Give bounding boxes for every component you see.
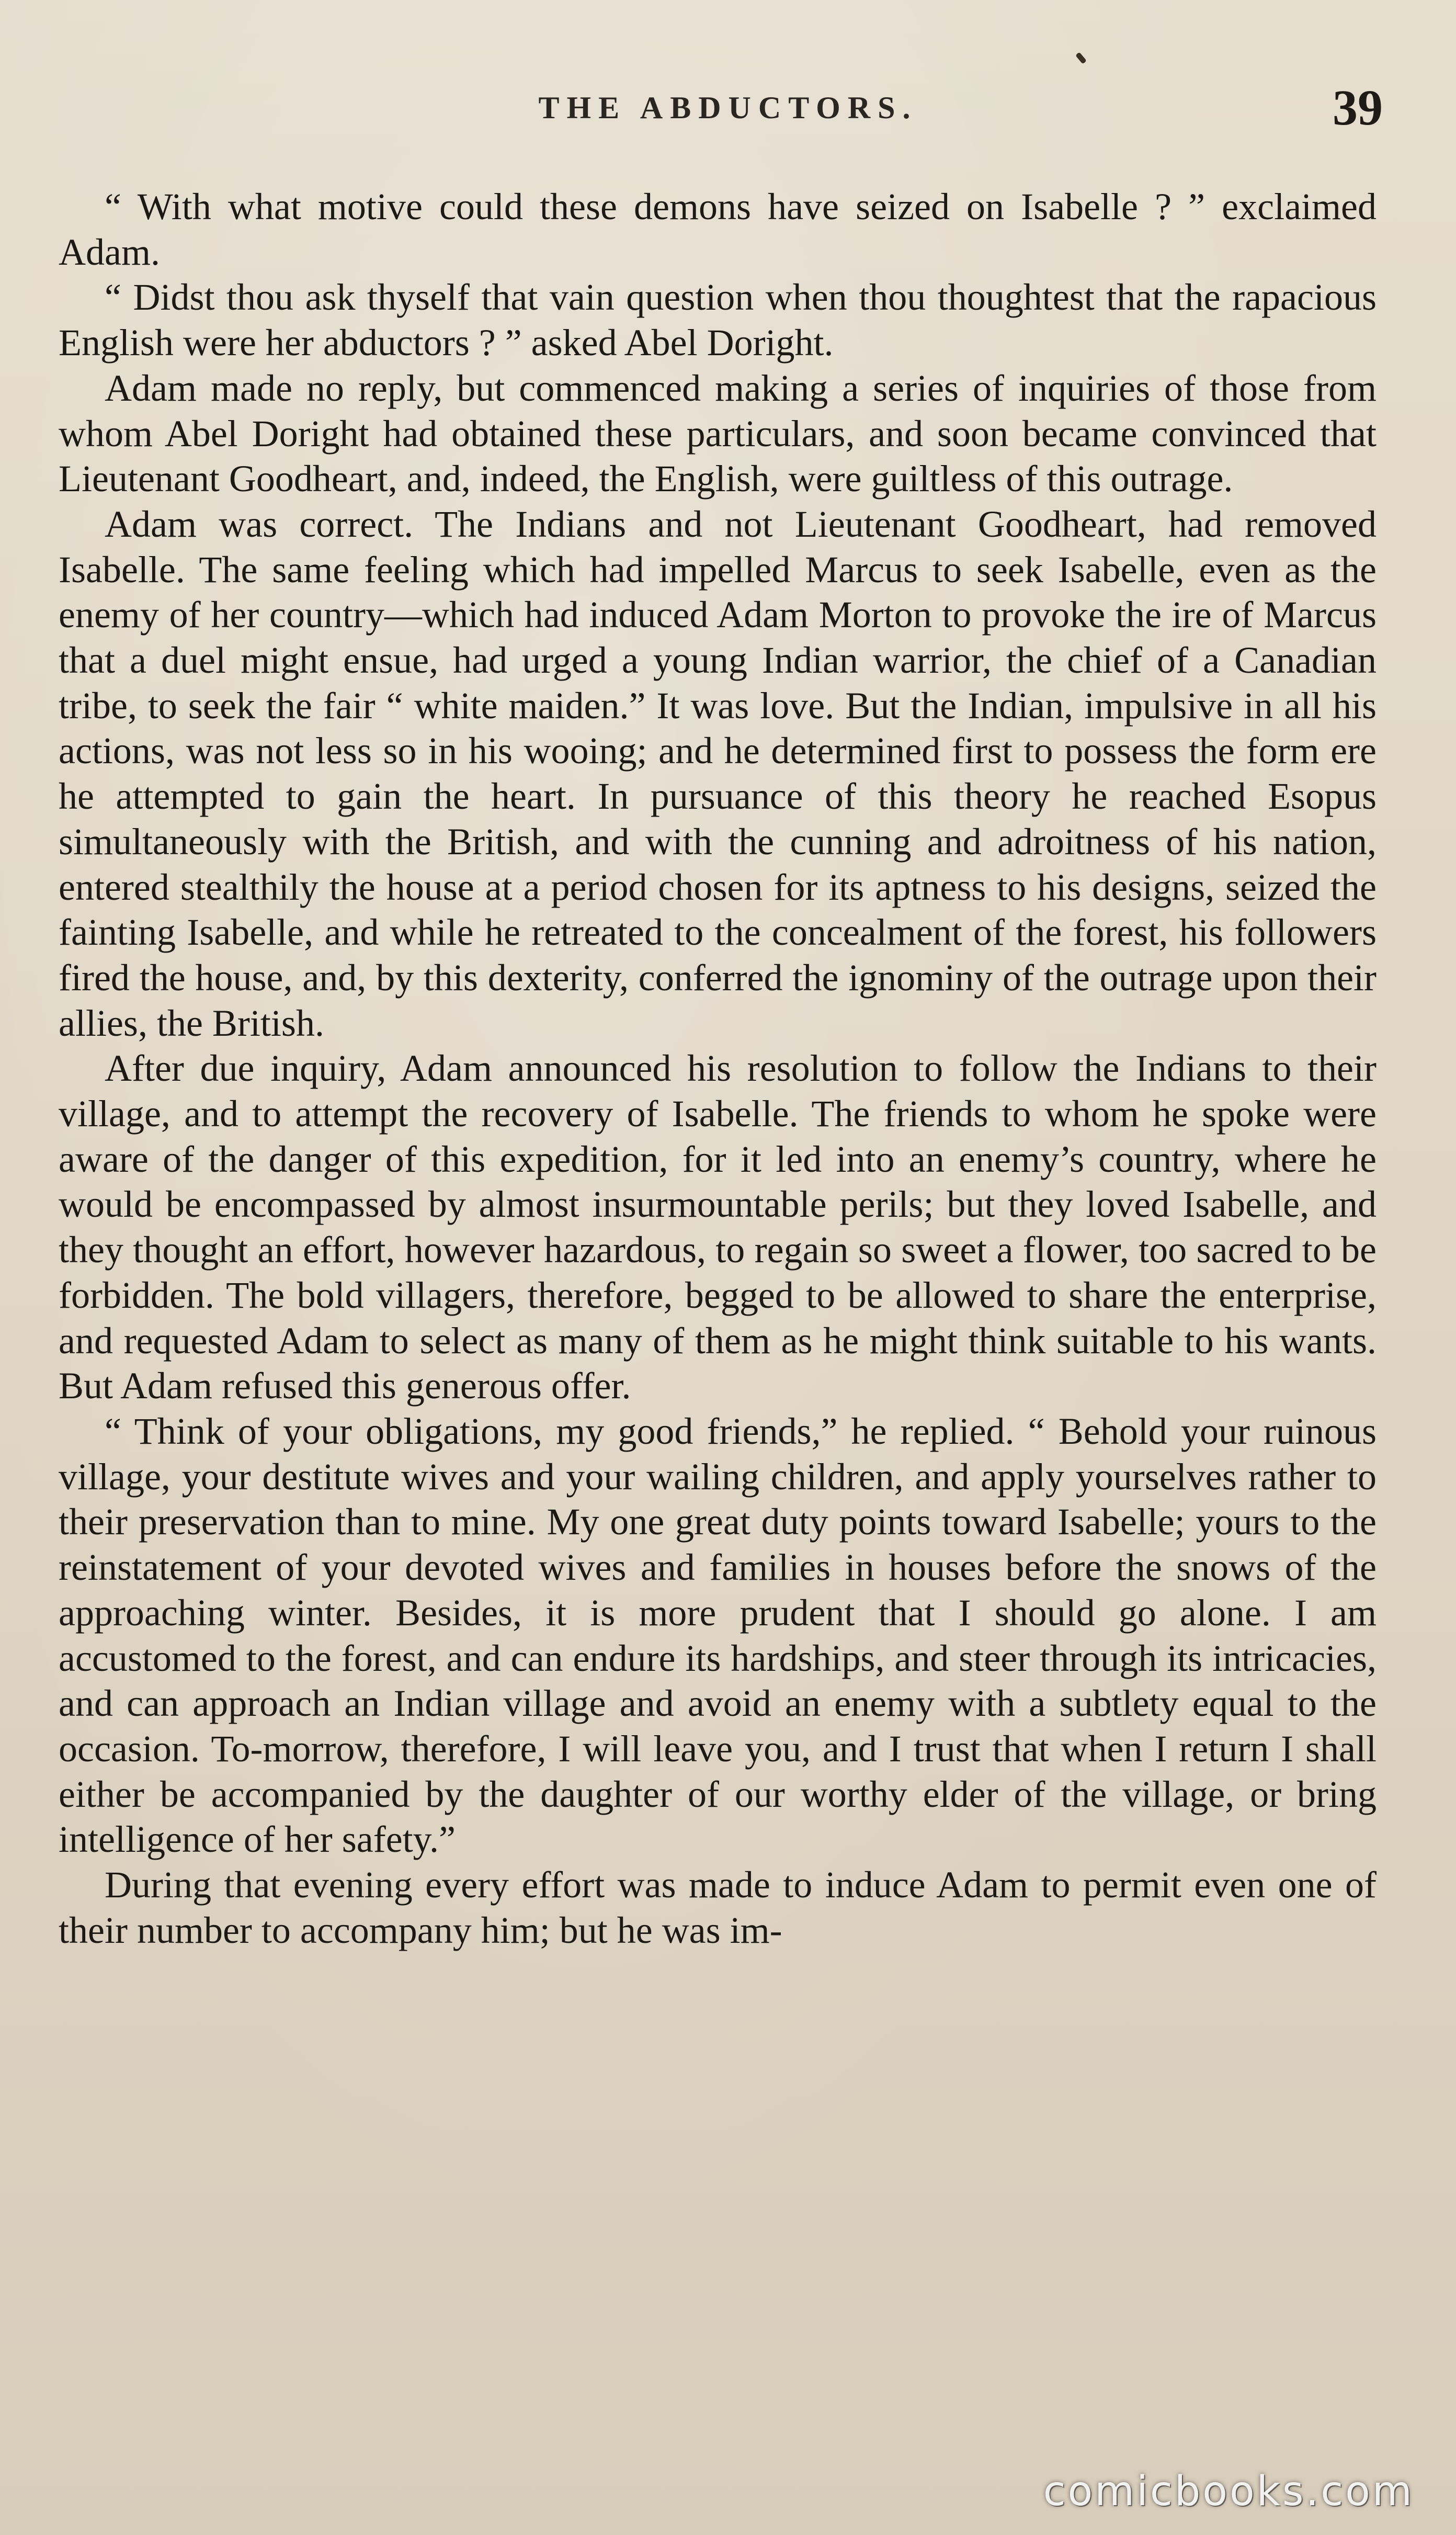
ink-speck [1075,52,1087,64]
paragraph: “ With what motive could these demons have seized on Isabelle ? ” exclaimed Adam. [59,186,1377,273]
paragraph: “ Didst thou ask thyself that vain question when thou thoughtest that the rapacious English were her abductors ? ” asked Abel Doright. [59,276,1377,364]
paragraph: After due inquiry, Adam announced his resolution to follow the Indians to their village, and to attempt the recovery of Isabelle. The friends to whom he spoke were aware of the danger of this expedition, for it led into an enemy’s country, where he would be encompassed by almost insurmountable perils; but they loved Isabelle, and they thought an effort, however hazardous, to regain so sweet a flower, too sacred to be forbidden. The bold villagers, therefore, begged to be allowed to share the enterprise, and requested Adam to select as many of them as he might think suitable to his wants. But Adam refused this generous offer. [59,1047,1377,1407]
body-text [59,184,1377,1953]
page-number: 39 [1333,80,1383,135]
paragraph: During that evening every effort was made to induce Adam to permit even one of their number to accompany him; but he was im- [59,1864,1377,1951]
page-header [0,78,1456,141]
watermark: comicbooks.com [1043,2468,1414,2515]
running-title: THE ABDUCTORS. [538,90,918,125]
paragraph: Adam made no reply, but commenced making a series of inquiries of those from whom Abel Doright had obtained these particulars, and soon became convinced that Lieutenant Goodheart, and, indeed, the English, were guiltless of this outrage. [59,367,1377,500]
paragraph: Adam was correct. The Indians and not Lieutenant Goodheart, had removed Isabelle. The same feeling which had impelled Marcus to seek Isabelle, even as the enemy of her country—which had induced Adam Morton to provoke the ire of Marcus that a duel might ensue, had urged a young Indian warrior, the chief of a Canadian tribe, to seek the fair “ white maiden.” It was love. But the Indian, impulsive in all his actions, was not less so in his wooing; and he determined first to possess the form ere he attempted to gain the heart. In pursuance of this theory he reached Esopus simultaneously with the British, and with the cunning and adroitness of his nation, entered stealthily the house at a period chosen for its aptness to his designs, seized the fainting Isabelle, and while he retreated to the concealment of the forest, his followers fired the house, and, by this dexterity, conferred the ignominy of the outrage upon their allies, the British. [59,503,1377,1044]
paragraph: “ Think of your obligations, my good friends,” he replied. “ Behold your ruinous village, your destitute wives and your wailing children, and apply yourselves rather to their preservation than to mine. My one great duty points toward Isabelle; yours to the reinstatement of your devoted wives and families in houses before the snows of the approaching winter. Besides, it is more prudent that I should go alone. I am accustomed to the forest, and can endure its hardships, and steer through its intricacies, and can approach an Indian village and avoid an enemy with a subtlety equal to the occasion. To-morrow, therefore, I will leave you, and I trust that when I return I shall either be accompanied by the daughter of our worthy elder of the village, or bring intelligence of her safety.” [59,1410,1377,1861]
